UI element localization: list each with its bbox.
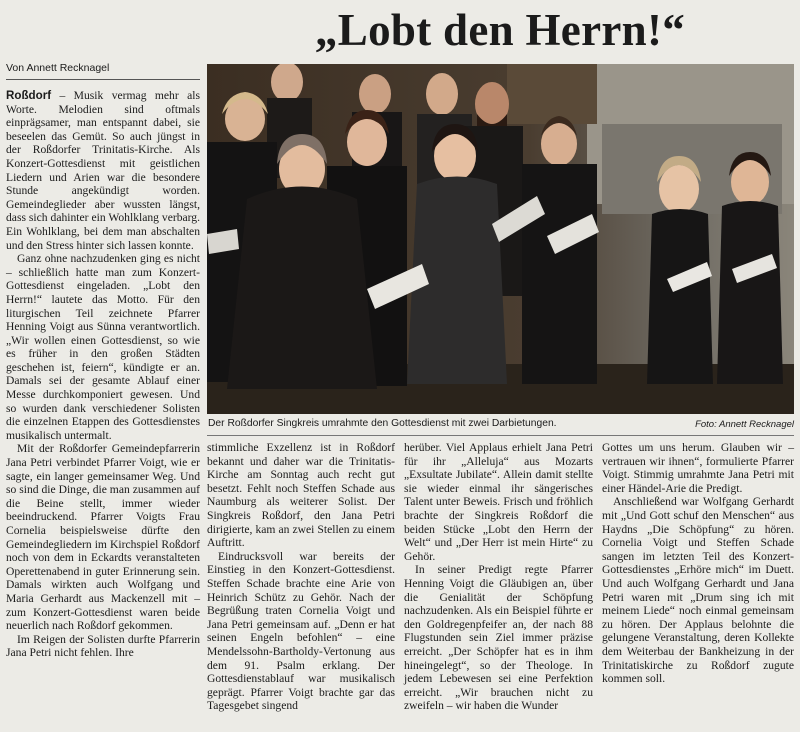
article-headline: „Lobt den Herrn!“ xyxy=(314,5,686,55)
dateline: Roßdorf xyxy=(6,89,52,102)
paragraph: Anschließend war Wolfgang Gerhardt mit „Und Gott schuf den Menschen“ aus Haydns „Die Schöpfung“ zu hören. Cornelia Voigt und Steffen Schade sangen im letzten Teil des Konzert-Gottesdienstes „Erhöre mich“ im Duett. Und auch Wolfgang Gerhardt und Jana Petri waren mit „Drum sing ich mit meinem Liede“ noch einmal gemeinsam zu hören. Der Applaus belohnte die gelungene Veranstaltung, deren Kollekte dem Weiterbau der Bankheizung in der Trinitatiskirche zu Roßdorf zugute kommen soll. xyxy=(602,495,794,686)
photo-caption: Der Roßdorfer Singkreis umrahmte den Gottesdienst mit zwei Darbietungen. xyxy=(208,418,557,429)
caption-divider xyxy=(207,435,794,436)
article-column-4 xyxy=(602,441,794,731)
paragraph: Im Reigen der Solisten durfte Pfarrerin Jana Petri nicht fehlen. Ihre xyxy=(6,632,200,660)
photo-credit: Foto: Annett Recknagel xyxy=(695,419,794,430)
article-column-2 xyxy=(207,441,395,731)
paragraph: Eindrucksvoll war bereits der Einstieg in den Konzert-Gottesdienst. Steffen Schade brachte eine Arie von Heinrich Schütz zu Gehör. Nach der Begrüßung traten Cornelia Voigt und Jana Petri gemeinsam auf. „Denn er hat seinen Engeln befohlen“ – eine Mendelssohn-Bartholdy-Vertonung aus dem 91. Psalm erklang. Der Gottesdienstablauf war musikalisch geprägt. Pfarrer Voigt brachte gar das Tagesgebet singend xyxy=(207,549,395,713)
paragraph: In seiner Predigt regte Pfarrer Henning Voigt die Gläubigen an, über die Genialität der Schöpfung nachzudenken. Als ein Beispiel führte er den Goldregenpfeifer an, der nach 88 Flugstunden sein Ziel immer präzise erreicht. „Der Schöpfer hat es in ihm hineingelegt“, so der Theologe. In jedem Lebewesen sei eine Perfektion erreicht. „Wir brauchen nicht zu zweifeln – wir haben die Wunder xyxy=(404,563,593,713)
choir-photo xyxy=(207,64,794,414)
paragraph: Gottes um uns herum. Glauben wir – vertrauen wir ihnen“, formulierte Pfarrer Voigt. Stimmig umrahmte Jana Petri mit einer Händel-Arie die Predigt. xyxy=(602,441,794,495)
byline-divider xyxy=(6,79,200,80)
paragraph: Ganz ohne nachzudenken ging es nicht – schließlich hatte man zum Konzert-Gottesdienst eingeladen. „Lobt den Herrn!“ lautete das Motto. Für den liturgischen Teil zeichnete Pfarrer Henning Voigt aus Sünna verantwortlich. „Wir wollen einen Gottesdienst, so wie es früher in den großen Städten geschehen ist, feiern“, kündigte er an. Damals sei der gesamte Ablauf einer Messe durchkomponiert gewesen. Und so wurden dank verschiedener Solisten die einzelnen Etappen des Gottesdienstes musikalisch untermalt. xyxy=(6,252,200,442)
article-column-1 xyxy=(6,89,200,729)
paragraph: Mit der Roßdorfer Gemeindepfarrerin Jana Petri verbindet Pfarrer Voigt, wie er sagte, ein langer gemeinsamer Weg. Und so sind die Dinge, die man zusammen auf die Beine stellt, immer wieder beeindruckend. Pfarrer Voigts Frau Cornelia beispielsweise dürfte den Gemeindegliedern im Kirchspiel Roßdorf noch von dem in Eckardts veranstalteten Operettenabend in guter Erinnerung sein. Damals wirkten auch Wolfgang und Maria Gerhardt aus Mackenzell mit – zum Konzert-Gottesdienst waren beide neuerlich nach Roßdorf gekommen. xyxy=(6,442,200,633)
choir-photo-illustration xyxy=(207,64,794,414)
lead-text: – Musik vermag mehr als Worte. Melodien sind oftmals einprägsamer, man entspannt dabei, sie beseelen das Gemüt. So auch jüngst in der Roßdorfer Trinitatis-Kirche. Als Konzert-Gottesdienst mit geistlichen Liedern und Arien war die besondere Stunde angekündigt worden. Gemeindeglieder aber wussten längst, dass sich dahinter ein Wohlklang verbarg. Ein Wohlklang, bei dem man abschalten und den Stress hinter sich lassen konnte. xyxy=(6,89,200,252)
paragraph: herüber. Viel Applaus erhielt Jana Petri für ihr „Alleluja“ aus Mozarts „Exsultate Jubilate“. Allein damit stellte sie wieder einmal ihr sängerisches Talent unter Beweis. Frisch und fröhlich brachte der Singkreis Roßdorf die beiden Stücke „Lobt den Herrn der Welt“ und „Der Herr ist mein Hirte“ zu Gehör. xyxy=(404,441,593,563)
article-column-3 xyxy=(404,441,593,731)
byline: Von Annett Recknagel xyxy=(6,62,110,74)
photo-caption-bar xyxy=(207,418,794,434)
paragraph-lead xyxy=(6,89,200,252)
paragraph: stimmliche Exzellenz ist in Roßdorf bekannt und daher war die Trinitatis-Kirche am Sonntag auch recht gut besetzt. Fehlt noch Steffen Schade aus Naumburg als weiterer Solist. Der Singkreis Roßdorf, den Jana Petri dirigierte, kam an zwei Stellen zu einem Auftritt. xyxy=(207,441,395,550)
